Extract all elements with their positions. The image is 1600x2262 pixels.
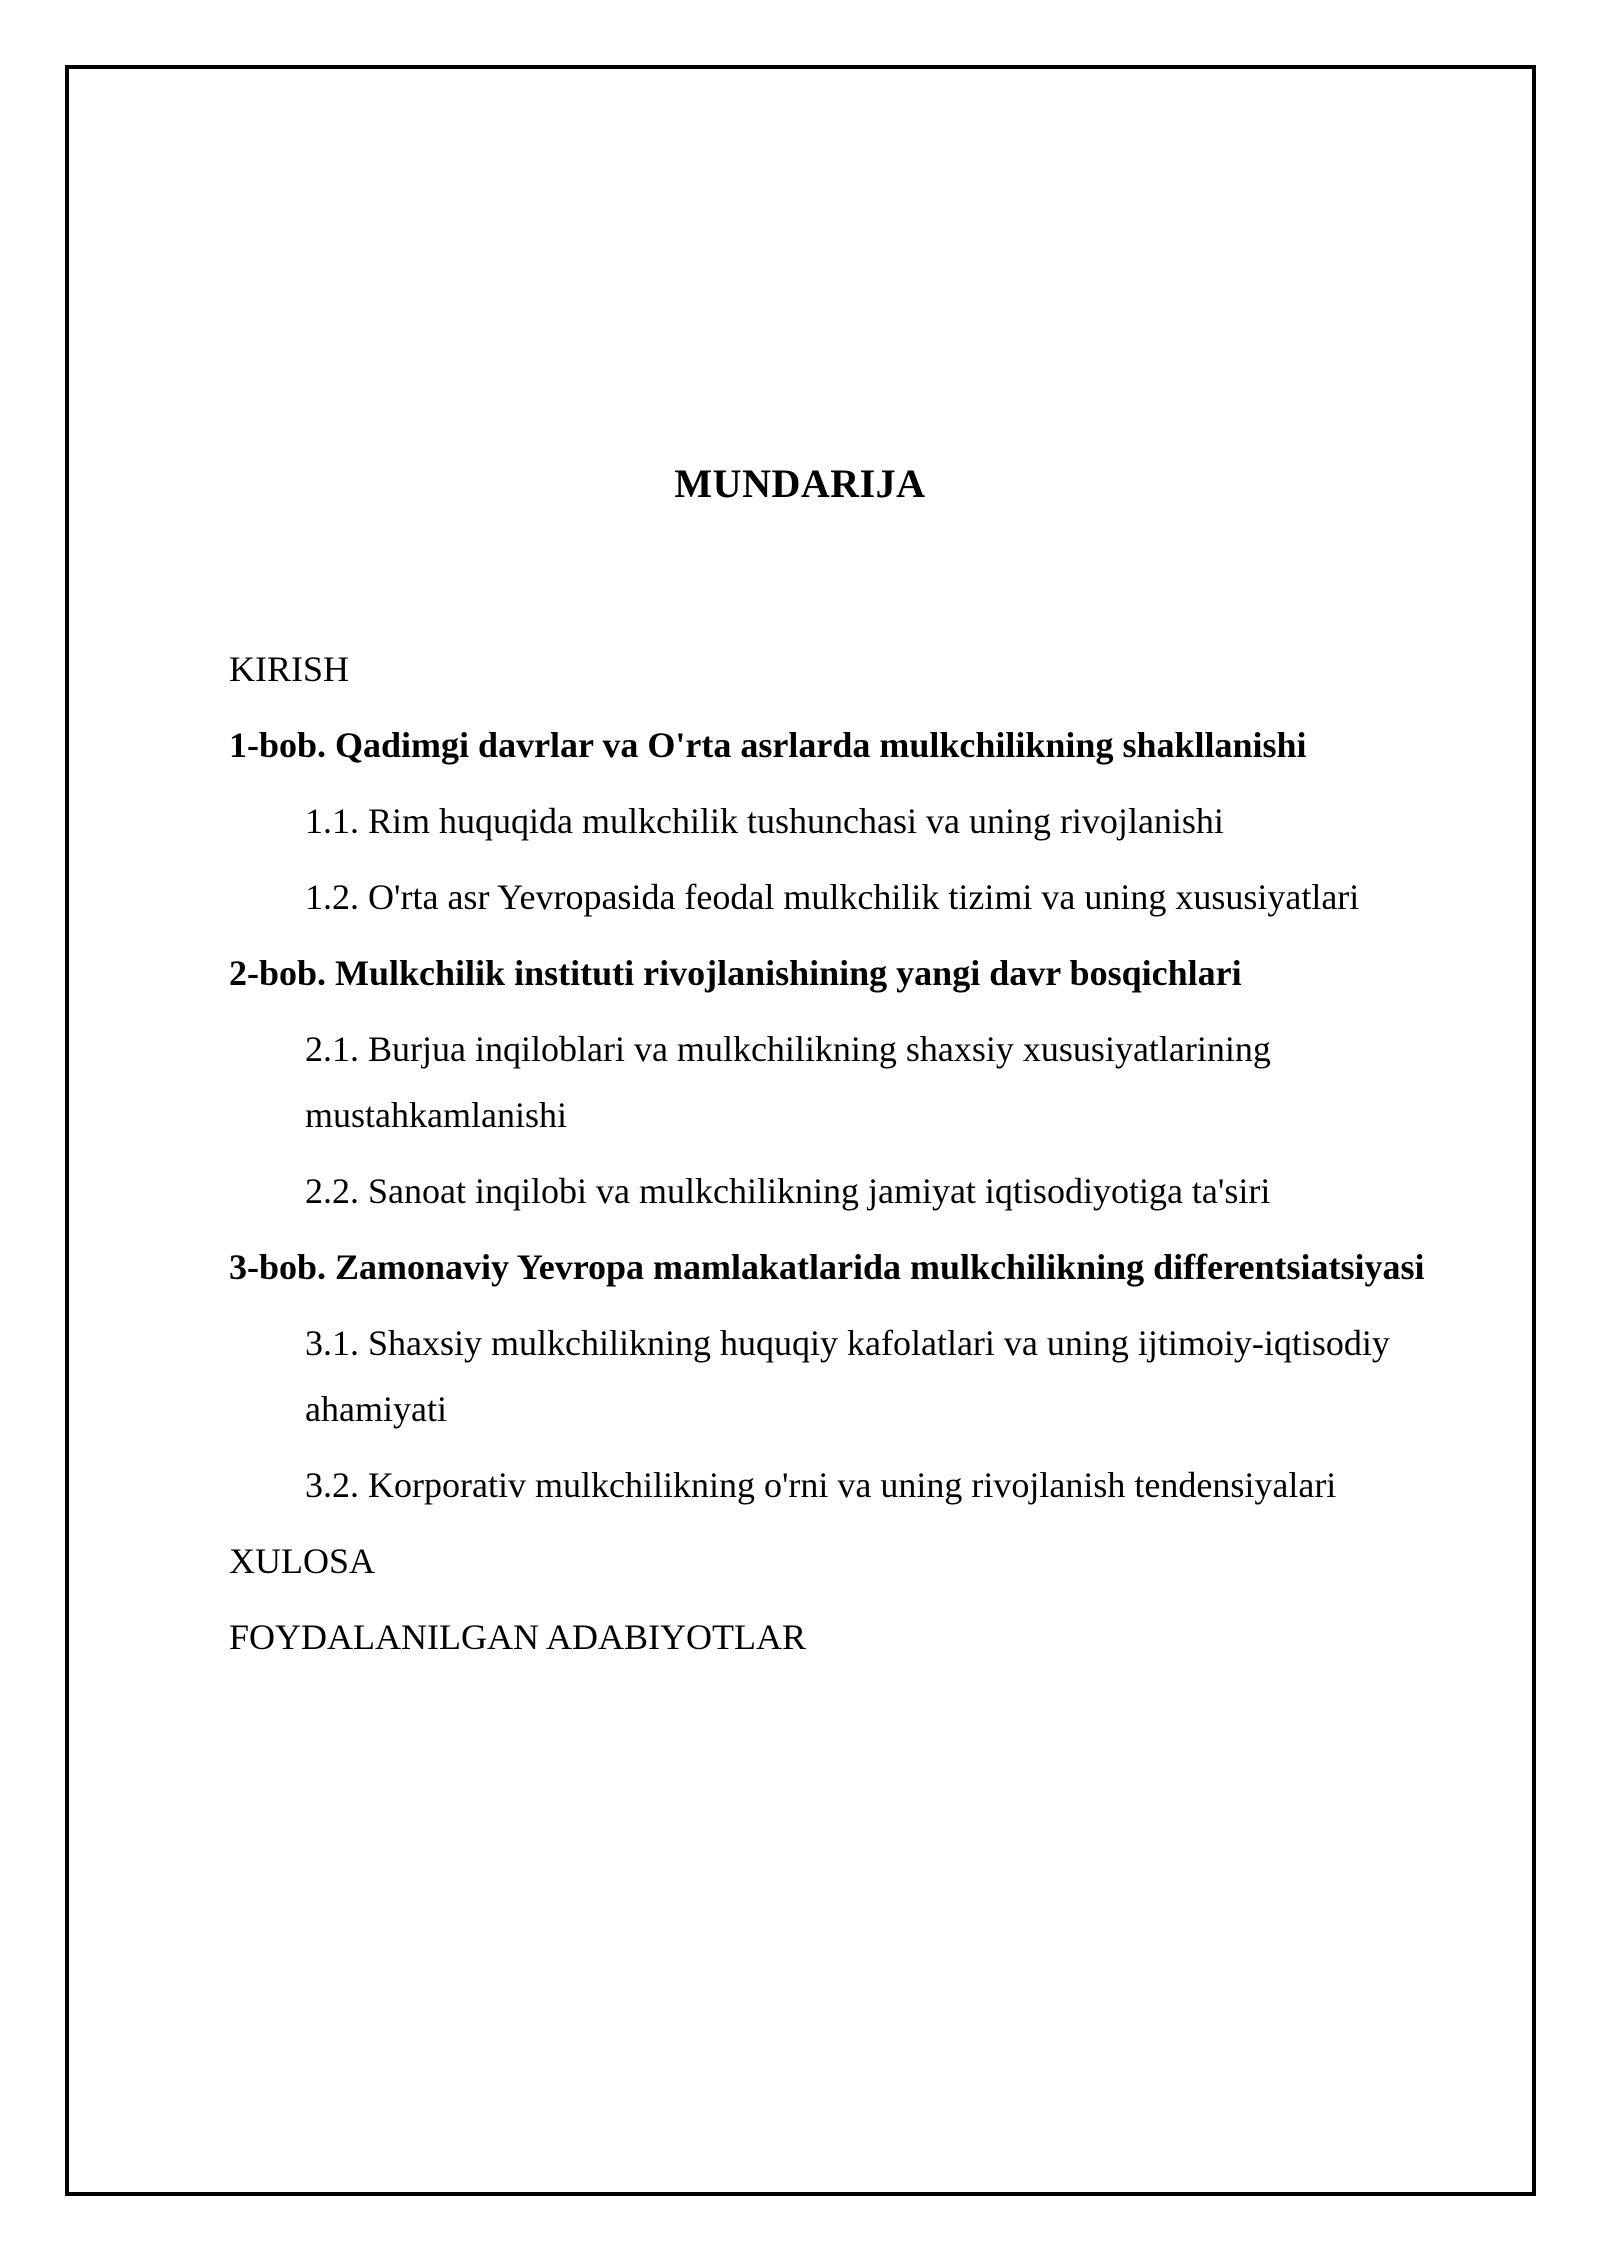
page-title: MUNDARIJA xyxy=(674,461,926,506)
toc-section-2-1: 2.1. Burjua inqiloblari va mulkchilikning shaxsiy xususiyatlarining mustahkamlanishi xyxy=(305,1029,1271,1135)
table-of-contents xyxy=(229,636,1509,1680)
toc-section-3-2: 3.2. Korporativ mulkchilikning o'rni va uning rivojlanish tendensiyalari xyxy=(305,1465,1337,1505)
toc-entry-references: FOYDALANILGAN ADABIYOTLAR xyxy=(229,1617,806,1657)
toc-section-3-1: 3.1. Shaxsiy mulkchilikning huquqiy kafolatlari va uning ijtimoiy-iqtisodiy ahamiyati xyxy=(305,1323,1390,1429)
toc-chapter-3: 3-bob. Zamonaviy Yevropa mamlakatlarida mulkchilikning differentsiatsiyasi xyxy=(229,1247,1425,1287)
toc-entry-conclusion: XULOSA xyxy=(229,1541,376,1581)
toc-section-1-1: 1.1. Rim huquqida mulkchilik tushunchasi va uning rivojlanishi xyxy=(305,801,1224,841)
toc-entry-introduction: KIRISH xyxy=(229,649,350,689)
toc-chapter-1: 1-bob. Qadimgi davrlar va O'rta asrlarda mulkchilikning shakllanishi xyxy=(229,725,1307,765)
toc-chapter-2: 2-bob. Mulkchilik instituti rivojlanishining yangi davr bosqichlari xyxy=(229,953,1242,993)
toc-section-2-2: 2.2. Sanoat inqilobi va mulkchilikning jamiyat iqtisodiyotiga ta'siri xyxy=(305,1171,1271,1211)
toc-section-1-2: 1.2. O'rta asr Yevropasida feodal mulkchilik tizimi va uning xususiyatlari xyxy=(305,877,1360,917)
